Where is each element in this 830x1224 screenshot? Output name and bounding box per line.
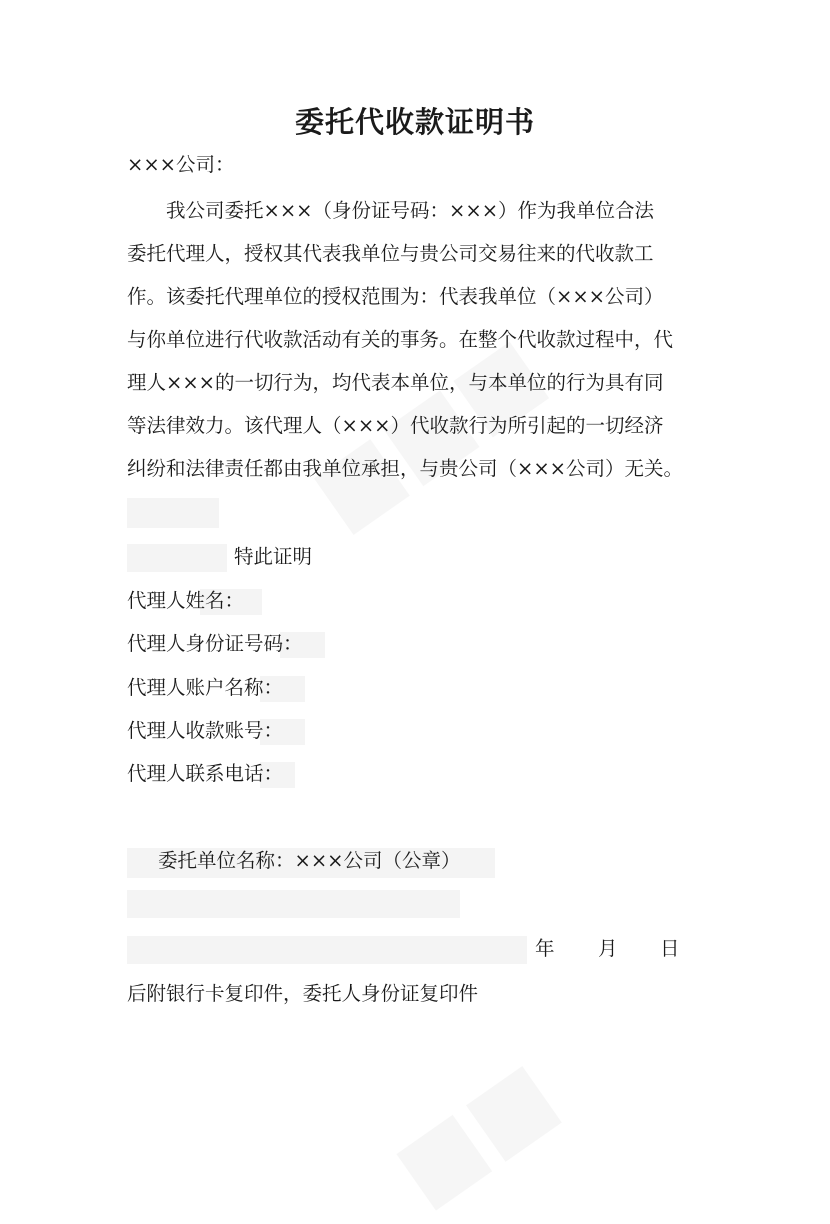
shade-block [127, 890, 460, 918]
body-line: 作。该委托代理单位的授权范围为：代表我单位（×××公司） [127, 285, 664, 308]
agent-name-field: 代理人姓名： [127, 589, 245, 612]
date-month: 月 [598, 937, 618, 960]
agent-id-field: 代理人身份证号码： [127, 632, 303, 655]
certify-text: 特此证明 [234, 545, 313, 568]
body-line: 委托代理人，授权其代表我单位与贵公司交易往来的代收款工 [127, 242, 654, 265]
document-title: 委托代收款证明书 [294, 105, 535, 139]
body-line: 纠纷和法律责任都由我单位承担，与贵公司（×××公司）无关。 [127, 457, 684, 480]
shade-block [127, 498, 219, 528]
watermark [375, 1041, 575, 1224]
body-line: 理人×××的一切行为，均代表本单位，与本单位的行为具有同 [127, 371, 664, 394]
agent-account-number-field: 代理人收款账号： [127, 719, 284, 742]
body-line: 与你单位进行代收款活动有关的事务。在整个代收款过程中，代 [127, 328, 674, 351]
date-day: 日 [660, 937, 680, 960]
attachment-note: 后附银行卡复印件，委托人身份证复印件 [127, 982, 479, 1005]
agent-phone-field: 代理人联系电话： [127, 762, 284, 785]
date-year: 年 [535, 937, 555, 960]
agent-account-name-field: 代理人账户名称： [127, 676, 284, 699]
shade-block [127, 936, 527, 964]
body-line: 等法律效力。该代理人（×××）代收款行为所引起的一切经济 [127, 414, 664, 437]
salutation: ×××公司： [127, 153, 235, 176]
body-line: 我公司委托×××（身份证号码：×××）作为我单位合法 [166, 199, 655, 222]
shade-block [127, 544, 227, 572]
entrusting-unit: 委托单位名称：×××公司（公章） [158, 849, 461, 872]
